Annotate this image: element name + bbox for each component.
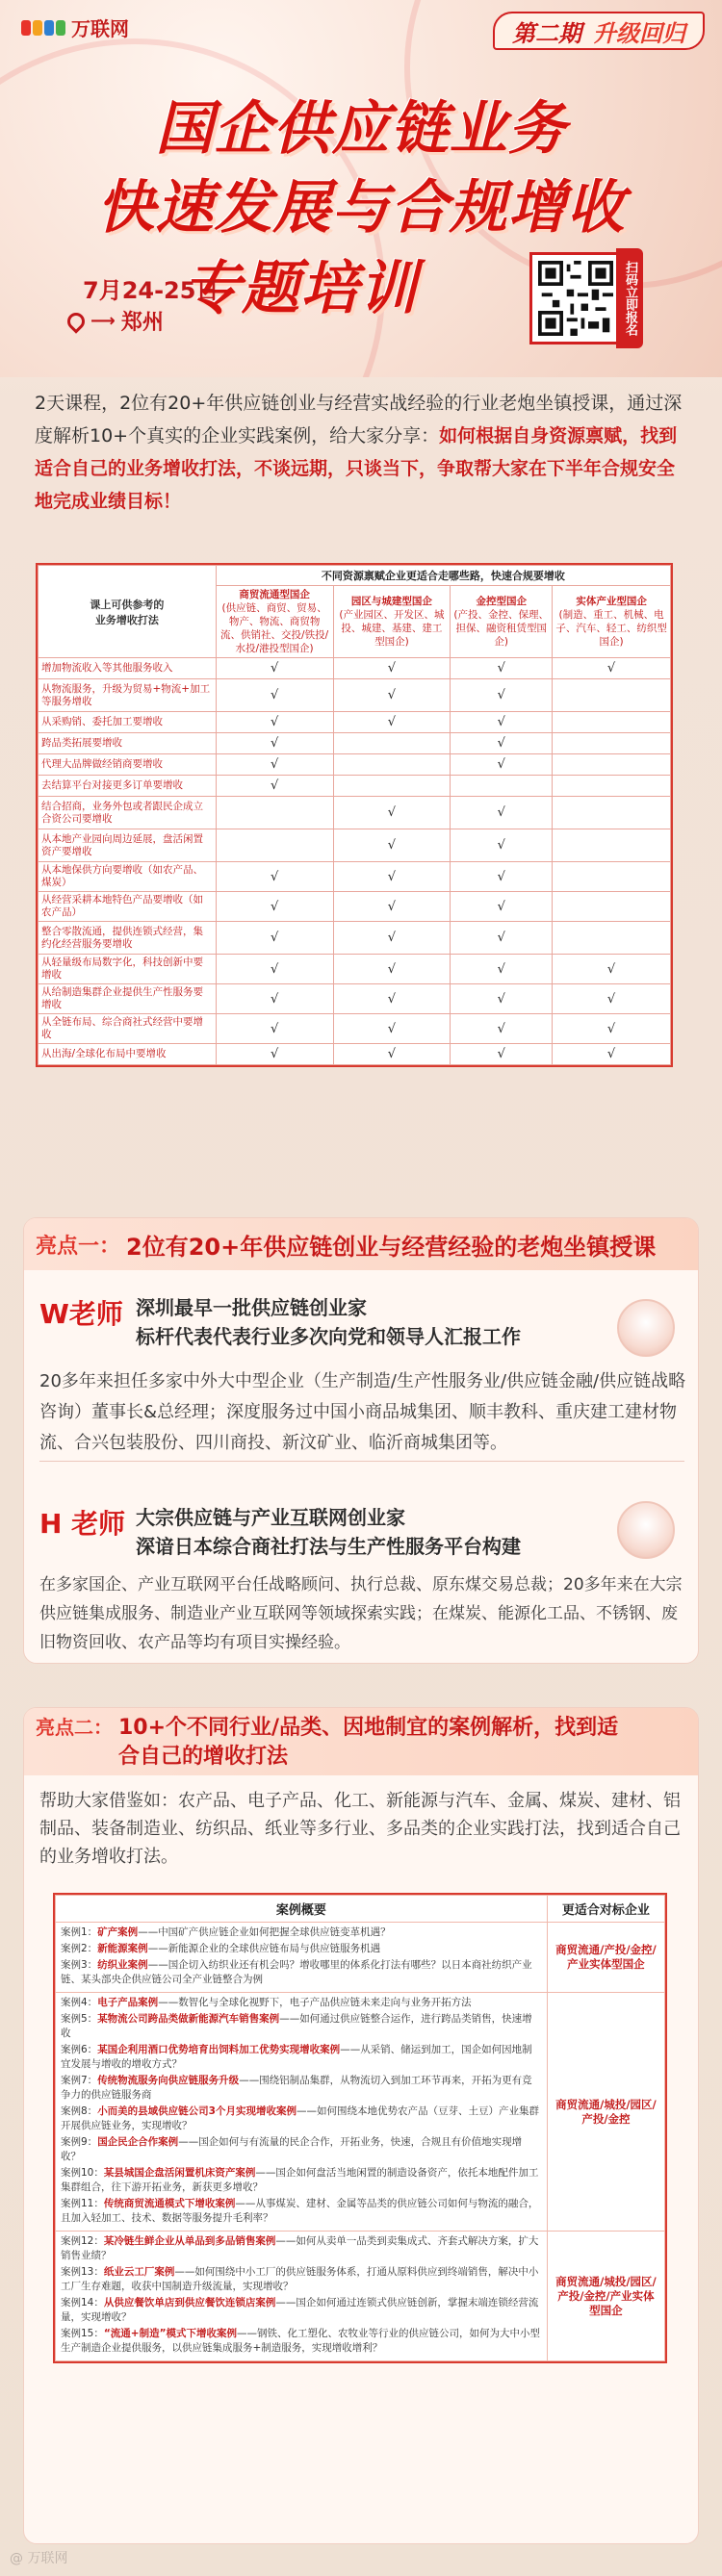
- matrix-row: [39, 862, 671, 892]
- case-text: ——从采销、储运到加工，国企如何因地制宜发展与增收的增收方式？: [61, 2044, 532, 2070]
- case-group-row: [56, 1923, 665, 1993]
- case-text: ——如何通过供应链整合运作，进行跨品类销售，快速增收: [61, 2013, 532, 2039]
- matrix-row: [39, 955, 671, 984]
- period-badge: [493, 12, 705, 50]
- matrix-row: [39, 754, 671, 776]
- case-name: 电子产品案例: [97, 1997, 159, 2008]
- category-desc: (产投、金控、保理、担保、融资租赁型国企): [453, 609, 550, 648]
- check-mark-icon: √: [497, 869, 505, 884]
- case-column-header: 案例概要: [56, 1896, 548, 1923]
- matrix-cell: [553, 892, 671, 922]
- matrix-cell: [451, 1014, 553, 1044]
- case-text: ——数智化与全球化视野下，电子产品供应链未来走向与业务开拓方法: [158, 1997, 472, 2008]
- case-group-cell: [56, 1923, 548, 1993]
- matrix-cell: [553, 1044, 671, 1065]
- matrix-cell: [333, 1014, 451, 1044]
- case-name: 某国企利用酒口优势培育出饲料加工优势实现增收案例: [97, 2044, 341, 2055]
- case-name: 纸业云工厂案例: [103, 2266, 175, 2278]
- case-item: [61, 2265, 542, 2294]
- check-mark-icon: √: [387, 838, 397, 853]
- case-text: ——中国矿产供应链企业如何把握全球供应链变革机遇？: [138, 1926, 391, 1938]
- category-desc: (供应链、商贸、贸易、物产、物流、商贸物流、供销社、交投/铁投/水投/港投型国企): [220, 602, 329, 654]
- check-mark-icon: √: [497, 736, 505, 751]
- matrix-row-label: 整合零散流通，提供连锁式经营，集约化经营服务要增收: [39, 922, 217, 955]
- divider: [39, 1461, 684, 1462]
- check-mark-icon: √: [387, 931, 397, 945]
- matrix-category-1: [216, 586, 333, 658]
- check-mark-icon: √: [387, 869, 397, 884]
- matrix-cell: [216, 984, 333, 1014]
- case-item: [61, 1926, 542, 1940]
- intro-paragraph: [21, 377, 701, 543]
- title-line-2: 快速发展与合规增收: [96, 174, 626, 242]
- case-no: 案例7：: [61, 2075, 98, 2086]
- case-text: ——国企切入纺织业还有机会吗？增收哪里的体系化打法有哪些？以日本商社纺织产业链、某头部央企供应链公司全产业链整合为例: [61, 1959, 532, 1985]
- category-name: 实体产业型国企: [576, 596, 647, 607]
- highlight-one-section: [23, 1217, 699, 1664]
- matrix-cell: [451, 892, 553, 922]
- category-name: 商贸流通型国企: [239, 589, 310, 600]
- check-mark-icon: √: [497, 1047, 505, 1061]
- case-name: 从供应餐饮单店到供应餐饮连锁店案例: [103, 2297, 276, 2308]
- matrix-row-label: 从轻量级布局数字化，科技创新中要增收: [39, 955, 217, 984]
- brand-logo: [21, 13, 129, 41]
- brand-name: 万联网: [71, 17, 129, 40]
- case-text: ——如何围绕本地优势农产品（豆芽、土豆）产业集群开展供应链业务，实现增收？: [61, 2105, 539, 2131]
- matrix-cell: [333, 829, 451, 862]
- check-mark-icon: √: [270, 1047, 279, 1061]
- matrix-row-label: 从物流服务，升级为贸易+物流+加工等服务增收: [39, 679, 217, 712]
- matrix-cell: [553, 658, 671, 679]
- teacher-w-desc: 20多年来担任多家中外大中型企业（生产制造/生产性服务业/供应链金融/供应链战略咨询）董事长&总经理；深度服务过中国小商品城集团、顺丰教科、重庆建工建材物流、合兴包装股份、四川商投、新汶矿业、临沂商城集团等。: [39, 1371, 686, 1453]
- matrix-category-2: [333, 586, 451, 658]
- intro-highlight: 如何根据自身资源禀赋，找到适合自己的业务增收打法，不谈远期，只谈当下，争取帮大家在下半年合规安全地完成业绩目标！: [35, 425, 678, 512]
- check-mark-icon: √: [497, 757, 505, 772]
- highlight-two-prefix: 亮点二：: [36, 1715, 113, 1739]
- case-no: 案例5：: [61, 2013, 98, 2025]
- matrix-cell: [553, 984, 671, 1014]
- matrix-cell: [216, 776, 333, 797]
- matrix-row: [39, 776, 671, 797]
- matrix-cell: [216, 658, 333, 679]
- check-mark-icon: √: [270, 715, 279, 729]
- check-mark-icon: √: [387, 961, 397, 977]
- case-item: [61, 2135, 542, 2164]
- matrix-row-label: 从给制造集群企业提供生产性服务要增收: [39, 984, 217, 1014]
- case-group-cell: [56, 2232, 548, 2361]
- case-name: 纺织业案例: [97, 1959, 148, 1971]
- matrix-cell: [333, 984, 451, 1014]
- highlight-one-header: [24, 1218, 698, 1270]
- matrix-cell: [451, 797, 553, 829]
- matrix-row-label: 结合招商，业务外包或者跟民企成立合资公司要增收: [39, 797, 217, 829]
- matrix-cell: [553, 679, 671, 712]
- matrix-cell: [553, 797, 671, 829]
- check-mark-icon: √: [270, 757, 279, 772]
- matrix-row-label: 增加物流收入等其他服务收入: [39, 658, 217, 679]
- case-text: ——围绕铝制品集群，从物流切入到加工环节再来，开拓为更有竞争力的供应链服务商: [61, 2075, 532, 2101]
- check-mark-icon: √: [497, 688, 505, 702]
- matrix-row-label: 从本地保供方向要增收（如农产品、煤炭）: [39, 862, 217, 892]
- title-line-3: 专题培训: [183, 255, 418, 322]
- case-no: 案例12：: [61, 2235, 104, 2247]
- signup-qr-code[interactable]: [529, 252, 622, 344]
- matrix-cell: [553, 829, 671, 862]
- case-item: [61, 1958, 542, 1987]
- matrix-row: [39, 984, 671, 1014]
- event-date: 7月24-25日: [83, 277, 219, 304]
- check-mark-icon: √: [270, 1021, 279, 1036]
- matrix-row: [39, 1014, 671, 1044]
- matrix-cell: [553, 862, 671, 892]
- matrix-cell: [333, 679, 451, 712]
- matrix-cell: [333, 1044, 451, 1065]
- check-mark-icon: √: [497, 661, 505, 676]
- case-text: ——新能源企业的全球供应链布局与供应链服务机遇: [147, 1943, 381, 1954]
- matrix-row: [39, 733, 671, 754]
- case-no: 案例1：: [61, 1926, 98, 1938]
- case-no: 案例3：: [61, 1959, 98, 1971]
- matrix-cell: [333, 862, 451, 892]
- case-text: ——如何从卖单一品类到卖集成式、齐套式解决方案，扩大销售业绩？: [61, 2235, 539, 2261]
- case-name: 某县城国企盘活闲置机床资产案例: [103, 2167, 256, 2179]
- case-name: 新能源案例: [97, 1943, 148, 1954]
- check-mark-icon: √: [270, 899, 279, 914]
- matrix-category-3: [451, 586, 553, 658]
- matrix-row: [39, 1044, 671, 1065]
- case-no: 案例9：: [61, 2136, 98, 2148]
- matrix-row: [39, 797, 671, 829]
- matrix-cell: [333, 733, 451, 754]
- matrix-cell: [216, 712, 333, 733]
- matrix-cell: [216, 733, 333, 754]
- category-desc: (产业园区、开发区、城投、城建、基建、建工型国企): [339, 609, 445, 648]
- case-text: ——国企如何盘活当地闲置的制造设备资产，依托本地配件加工集群组合，往下游开拓业务，新获更多增收？: [61, 2167, 539, 2193]
- highlight-two-title-line-1: 10+个不同行业/品类、因地制宜的案例解析，找到适: [118, 1715, 619, 1740]
- case-text: ——如何围绕中小工厂的供应链服务体系，打通从原料供应到终端销售，解决中小工厂生存难题，收获中国制造升级流量，实现增收？: [61, 2266, 539, 2292]
- matrix-cell: [333, 955, 451, 984]
- teacher-h-name: H 老师: [39, 1508, 126, 1540]
- case-no: 案例10：: [61, 2167, 104, 2179]
- matrix-cell: [451, 754, 553, 776]
- check-mark-icon: √: [270, 991, 279, 1007]
- case-name: 国企民企合作案例: [97, 2136, 179, 2148]
- matrix-cell: [333, 754, 451, 776]
- matrix-cell: [451, 922, 553, 955]
- check-mark-icon: √: [270, 869, 279, 884]
- check-mark-icon: √: [606, 991, 616, 1007]
- highlight-one-title: 2位有20+年供应链创业与经营经验的老炮坐镇授课: [126, 1233, 657, 1261]
- matrix-cell: [451, 984, 553, 1014]
- case-fit: 商贸流通/产投/金控/产业实体型国企: [547, 1923, 664, 1993]
- matrix-cell: [451, 733, 553, 754]
- matrix-row-label: 去结算平台对接更多订单要增收: [39, 776, 217, 797]
- case-name: 传统商贸流通模式下增收案例: [103, 2198, 236, 2209]
- matrix-row-label: 代理大品牌做经销商要增收: [39, 754, 217, 776]
- logo-mark-icon: [21, 20, 65, 36]
- case-name: “流通+制造”模式下增收案例: [103, 2328, 237, 2339]
- case-no: 案例4：: [61, 1997, 98, 2008]
- check-mark-icon: √: [606, 1047, 616, 1061]
- case-no: 案例2：: [61, 1943, 98, 1954]
- matrix-cell: [451, 679, 553, 712]
- case-item: [61, 2197, 542, 2226]
- event-location: [67, 306, 164, 336]
- matrix-row-label: 从经营采耕本地特色产品要增收（如农产品）: [39, 892, 217, 922]
- matrix-corner-header: 课上可供参考的 业务增收打法: [39, 566, 217, 658]
- case-item: [61, 2296, 542, 2325]
- case-name: 矿产案例: [97, 1926, 139, 1938]
- case-name: 传统物流服务向供应链服务升级: [97, 2075, 240, 2086]
- case-no: 案例15：: [61, 2328, 104, 2339]
- check-mark-icon: √: [270, 688, 279, 702]
- check-mark-icon: √: [270, 931, 279, 945]
- matrix-category-4: [553, 586, 671, 658]
- case-text: ——国企如何与有流量的民企合作，开拓业务，快速，合规且有价值地实现增收？: [61, 2136, 523, 2162]
- case-group-cell: [56, 1993, 548, 2232]
- check-mark-icon: √: [387, 688, 397, 702]
- intro-plain: 2天课程，2位有20+年供应链创业与经营实战经验的行业老炮坐镇授课，通过深度解析10+个真实的企业实践案例，给大家分享：: [35, 393, 683, 446]
- highlight-two-header: [24, 1708, 698, 1775]
- category-desc: (制造、重工、机械、电子、汽车、轻工、纺织型国企): [555, 609, 667, 648]
- check-mark-icon: √: [387, 991, 397, 1007]
- matrix-cell: [333, 712, 451, 733]
- case-item: [61, 2012, 542, 2041]
- period-tagline: 升级回归: [593, 19, 685, 47]
- case-text: ——国企如何通过连锁式供应链创新，掌握末端连锁经营流量，实现增收？: [61, 2297, 539, 2323]
- matrix-top-header: 不同资源禀赋企业更适合走哪些路，快速合规要增收: [216, 566, 670, 586]
- check-mark-icon: √: [387, 1021, 397, 1036]
- matrix-cell: [333, 922, 451, 955]
- check-mark-icon: √: [497, 899, 505, 914]
- check-mark-icon: √: [606, 961, 616, 977]
- case-item: [61, 2166, 542, 2195]
- check-mark-icon: √: [270, 778, 279, 793]
- matrix-cell: [553, 712, 671, 733]
- matrix-cell: [451, 862, 553, 892]
- case-group-row: [56, 2232, 665, 2361]
- case-no: 案例11：: [61, 2198, 104, 2209]
- case-group-row: [56, 1993, 665, 2232]
- arrow-icon: ⟶: [90, 311, 116, 331]
- matrix-cell: [216, 892, 333, 922]
- case-item: [61, 2104, 542, 2133]
- fit-column-header: 更适合对标企业: [547, 1896, 664, 1923]
- matrix-cell: [216, 754, 333, 776]
- teacher-h-desc: 在多家国企、产业互联网平台任战略顾问、执行总裁、原东煤交易总裁；20多年来在大宗供应链集成服务、制造业产业互联网等领域探索实践；在煤炭、能源化工品、不锈钢、废旧物资回收、农产品等均有项目实操经验。: [39, 1575, 683, 1652]
- footer-text: 万联网: [27, 2551, 68, 2566]
- check-mark-icon: √: [497, 991, 505, 1007]
- case-text: ——钢铁、化工塑化、农牧业等行业的供应链公司，如何为大中小型生产制造企业提供服务，以供应链集成服务+制造服务，实现增收增利？: [61, 2328, 540, 2354]
- matrix-cell: [216, 679, 333, 712]
- check-mark-icon: √: [270, 661, 279, 676]
- teacher-w-avatar: [617, 1299, 675, 1357]
- matrix-cell: [451, 658, 553, 679]
- matrix-cell: [553, 922, 671, 955]
- matrix-cell: [451, 829, 553, 862]
- check-mark-icon: √: [270, 961, 279, 977]
- check-mark-icon: √: [387, 661, 397, 676]
- matrix-cell: [451, 955, 553, 984]
- matrix-cell: [333, 892, 451, 922]
- matrix-row-label: 从全链布局、综合商社式经营中要增收: [39, 1014, 217, 1044]
- case-fit: 商贸流通/城投/园区/产投/金控/产业实体型国企: [547, 2232, 664, 2361]
- check-mark-icon: √: [497, 838, 505, 853]
- matrix-cell: [451, 1044, 553, 1065]
- strategy-matrix-table: [36, 563, 673, 1067]
- teacher-w-title-1: 深圳最早一批供应链创业家: [136, 1296, 367, 1319]
- case-item: [61, 1942, 542, 1956]
- case-no: 案例14：: [61, 2297, 104, 2308]
- case-body: [56, 1923, 665, 2361]
- teacher-w-title-2: 标杆代表代表行业多次向党和领导人汇报工作: [136, 1325, 521, 1348]
- teacher-h-title-1: 大宗供应链与产业互联网创业家: [136, 1506, 405, 1529]
- matrix-cell: [216, 797, 333, 829]
- case-no: 案例8：: [61, 2105, 98, 2117]
- case-item: [61, 2074, 542, 2103]
- check-mark-icon: √: [270, 736, 279, 751]
- check-mark-icon: √: [497, 1021, 505, 1036]
- title-line-1: 国企供应链业务: [155, 95, 567, 163]
- matrix-cell: [333, 658, 451, 679]
- location-text: 郑州: [120, 311, 164, 335]
- case-table: [53, 1893, 667, 2363]
- matrix-cell: [216, 1044, 333, 1065]
- check-mark-icon: √: [497, 961, 505, 977]
- highlight-two-title-line-2: 合自己的增收打法: [118, 1744, 289, 1769]
- case-no: 案例6：: [61, 2044, 98, 2055]
- check-mark-icon: √: [387, 715, 397, 729]
- matrix-row: [39, 712, 671, 733]
- teacher-h-avatar: [617, 1501, 675, 1559]
- matrix-cell: [216, 922, 333, 955]
- case-text: ——从事煤炭、建材、金属等品类的供应链公司如何与物流的融合，且加入轻加工、技术、数据等服务提升毛利率？: [61, 2198, 539, 2224]
- matrix-cell: [553, 776, 671, 797]
- matrix-cell: [553, 733, 671, 754]
- highlight-one-prefix: 亮点一：: [36, 1234, 121, 1259]
- matrix-cell: [216, 862, 333, 892]
- matrix-cell: [553, 955, 671, 984]
- matrix-row: [39, 922, 671, 955]
- check-mark-icon: √: [497, 805, 505, 820]
- check-mark-icon: √: [387, 1047, 397, 1061]
- category-name: 金控型国企: [476, 596, 527, 607]
- check-mark-icon: √: [606, 1021, 616, 1036]
- matrix-row: [39, 658, 671, 679]
- matrix-cell: [333, 776, 451, 797]
- matrix-cell: [333, 797, 451, 829]
- matrix-body: [39, 658, 671, 1065]
- teacher-w-name: W老师: [39, 1298, 123, 1330]
- check-mark-icon: √: [497, 715, 505, 729]
- case-item: [61, 2234, 542, 2263]
- case-fit: 商贸流通/城投/园区/产投/金控: [547, 1993, 664, 2232]
- location-pin-icon: [64, 309, 88, 333]
- matrix-cell: [553, 754, 671, 776]
- check-mark-icon: √: [606, 661, 616, 676]
- hero-banner: [0, 0, 722, 377]
- matrix-row-label: 从出海/全球化布局中要增收: [39, 1044, 217, 1065]
- case-name: 某冷链生鲜企业从单品到多品销售案例: [103, 2235, 276, 2247]
- matrix-row: [39, 679, 671, 712]
- matrix-cell: [216, 955, 333, 984]
- matrix-cell: [553, 1014, 671, 1044]
- matrix-cell: [216, 1014, 333, 1044]
- case-no: 案例13：: [61, 2266, 104, 2278]
- footer-watermark: @ 万联网: [10, 2551, 68, 2566]
- matrix-cell: [451, 776, 553, 797]
- check-mark-icon: √: [387, 805, 397, 820]
- matrix-cell: [451, 712, 553, 733]
- category-name: 园区与城建型国企: [350, 596, 432, 607]
- case-item: [61, 2043, 542, 2072]
- matrix-row: [39, 892, 671, 922]
- case-item: [61, 1996, 542, 2010]
- check-mark-icon: √: [497, 931, 505, 945]
- period-number: 第二期: [512, 19, 581, 47]
- matrix-row-label: 从采购销、委托加工要增收: [39, 712, 217, 733]
- matrix-row-label: 从本地产业园向周边延展，盘活闲置资产要增收: [39, 829, 217, 862]
- matrix-row-label: 跨品类拓展要增收: [39, 733, 217, 754]
- qr-code-icon: [538, 261, 613, 336]
- highlight-two-intro: 帮助大家借鉴如：农产品、电子产品、化工、新能源与汽车、金属、煤炭、建材、铝制品、装备制造业、纺织品、纸业等多行业、多品类的企业实践打法，找到适合自己的业务增收打法。: [39, 1791, 681, 1867]
- case-name: 某物流公司跨品类做新能源汽车销售案例: [97, 2013, 280, 2025]
- check-mark-icon: √: [387, 899, 397, 914]
- matrix-row: [39, 829, 671, 862]
- qr-label: 扫码立即报名: [616, 248, 643, 348]
- case-name: 小而美的县域供应链公司3个月实现增收案例: [97, 2105, 297, 2117]
- teacher-h-title-2: 深谙日本综合商社打法与生产性服务平台构建: [136, 1535, 521, 1558]
- matrix-cell: [216, 829, 333, 862]
- case-item: [61, 2327, 542, 2356]
